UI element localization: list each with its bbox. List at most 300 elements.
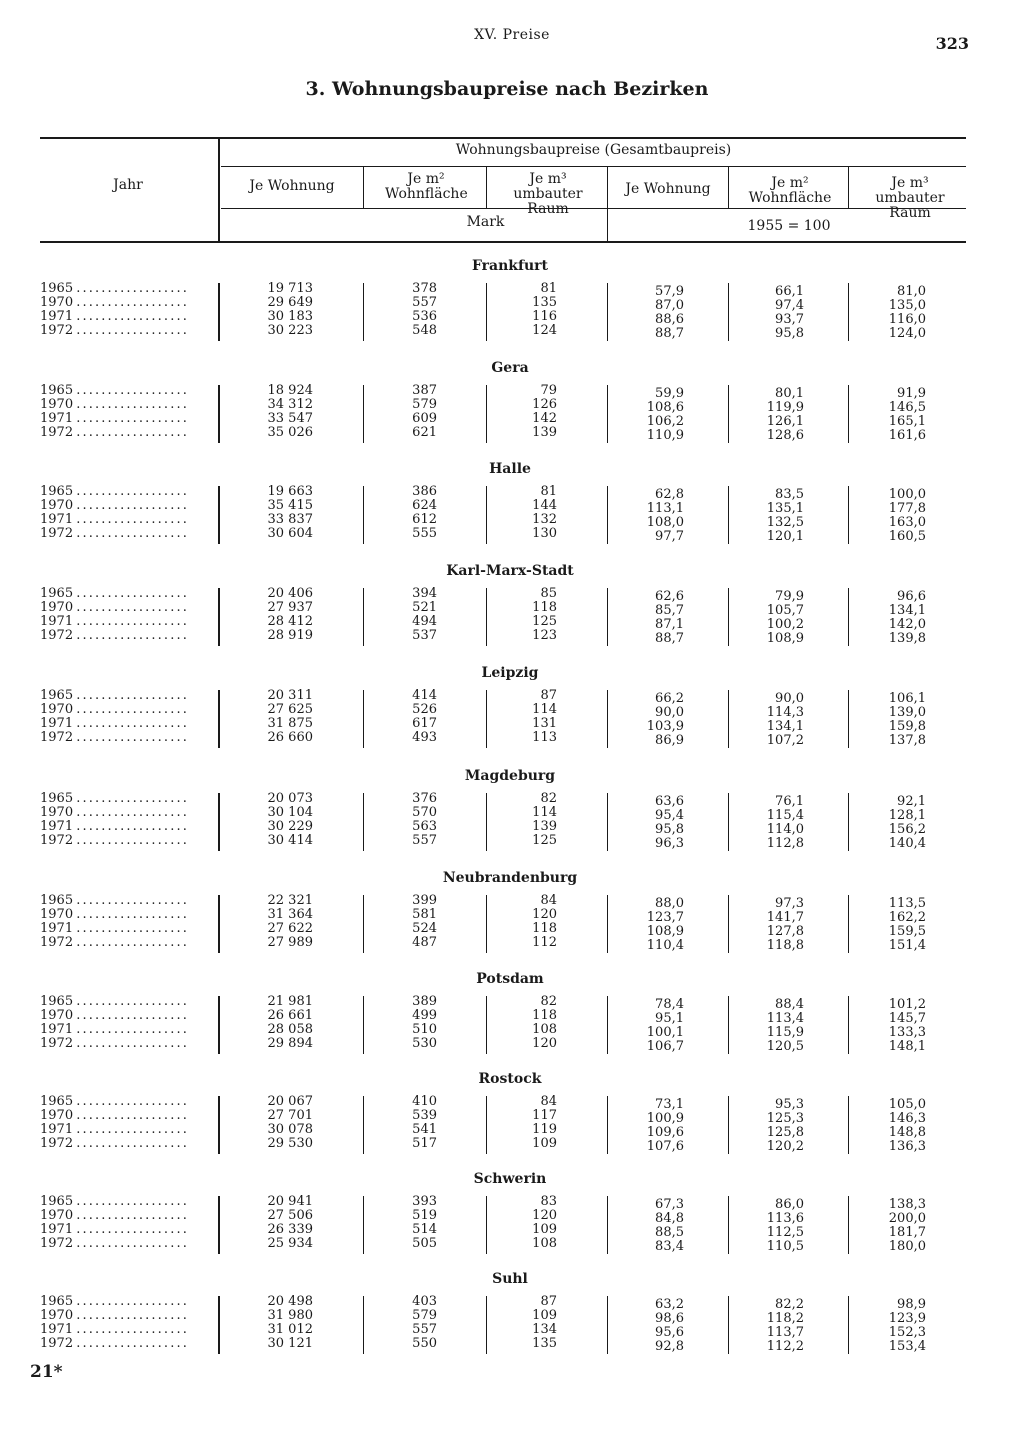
cell-value: 27 989 [267,935,313,950]
cell-value: 67,3 [655,1197,684,1212]
cell-value: 557 [412,833,437,848]
cell-value: 160,5 [888,529,926,544]
header-group-rule [221,166,966,167]
header-bottom-rule [40,241,966,243]
year-value: 1965 [40,485,74,499]
cell-value: 95,4 [655,808,684,823]
year-value: 1965 [40,1195,74,1209]
leader-dots: . . . . . . . . . . . . . . . . . . [73,1023,186,1037]
cell-value: 19 713 [267,281,313,296]
cell-value: 73,1 [655,1097,684,1112]
cell-value: 108,0 [646,515,684,530]
leader-dots: . . . . . . . . . . . . . . . . . . [73,296,186,310]
section-title: Halle [489,461,531,477]
cell-value: 123,7 [646,910,684,925]
cell-value: 112,8 [766,836,804,851]
year-label [40,1037,220,1051]
year-label [40,629,220,643]
leader-dots: . . . . . . . . . . . . . . . . . . [73,1295,186,1309]
cell-value: 387 [412,383,437,398]
year-value: 1972 [40,936,74,950]
cell-value: 555 [412,526,437,541]
cell-value: 109 [532,1222,557,1237]
section-title: Neubrandenburg [442,870,578,886]
cell-value: 21 981 [267,994,313,1009]
cell-value: 200,0 [888,1211,926,1226]
year-value: 1970 [40,601,74,615]
header-vrule-2 [363,166,364,209]
year-value: 1971 [40,1123,74,1137]
cell-value: 88,0 [655,896,684,911]
cell-value: 20 311 [267,688,313,703]
year-value: 1971 [40,513,74,527]
cell-value: 113,7 [766,1325,804,1340]
year-label [40,1223,220,1237]
cell-value: 29 530 [267,1136,313,1151]
cell-value: 27 937 [267,600,313,615]
cell-value: 30 121 [267,1336,313,1351]
year-label [40,1137,220,1151]
cell-value: 131 [532,716,557,731]
year-label [40,1123,220,1137]
year-label [40,731,220,745]
year-label [40,936,220,950]
year-label [40,792,220,806]
header-col-3: Je m³ umbauter Raum [513,171,583,217]
cell-value: 609 [412,411,437,426]
cell-value: 120 [532,907,557,922]
cell-value: 376 [412,791,437,806]
cell-value: 113,6 [766,1211,804,1226]
year-value: 1971 [40,1323,74,1337]
cell-value: 57,9 [655,284,684,299]
header-vrule-3 [486,166,487,209]
cell-value: 88,6 [655,312,684,327]
year-value: 1972 [40,1337,74,1351]
cell-value: 118 [532,921,557,936]
cell-value: 393 [412,1194,437,1209]
cell-value: 135,0 [888,298,926,313]
cell-value: 87 [540,688,557,703]
cell-value: 557 [412,295,437,310]
cell-value: 88,7 [655,631,684,646]
cell-value: 526 [412,702,437,717]
cell-value: 386 [412,484,437,499]
year-value: 1970 [40,398,74,412]
leader-dots: . . . . . . . . . . . . . . . . . . [73,894,186,908]
cell-value: 537 [412,628,437,643]
leader-dots: . . . . . . . . . . . . . . . . . . [73,1123,186,1137]
cell-value: 87 [540,1294,557,1309]
cell-value: 524 [412,921,437,936]
cell-value: 159,8 [888,719,926,734]
year-value: 1972 [40,426,74,440]
cell-value: 20 406 [267,586,313,601]
cell-value: 153,4 [888,1339,926,1354]
cell-value: 81 [540,281,557,296]
year-label [40,426,220,440]
leader-dots: . . . . . . . . . . . . . . . . . . [73,1209,186,1223]
leader-dots: . . . . . . . . . . . . . . . . . . [73,922,186,936]
cell-value: 378 [412,281,437,296]
cell-value: 82 [540,994,557,1009]
year-value: 1970 [40,1009,74,1023]
cell-value: 144 [532,498,557,513]
leader-dots: . . . . . . . . . . . . . . . . . . [73,384,186,398]
year-label [40,834,220,848]
year-value: 1971 [40,412,74,426]
cell-value: 137,8 [888,733,926,748]
cell-value: 98,6 [655,1311,684,1326]
year-value: 1965 [40,384,74,398]
cell-value: 126,1 [766,414,804,429]
cell-value: 100,1 [646,1025,684,1040]
cell-value: 106,7 [646,1039,684,1054]
year-label [40,513,220,527]
cell-value: 146,5 [888,400,926,415]
year-label [40,1295,220,1309]
year-label [40,587,220,601]
cell-value: 27 625 [267,702,313,717]
cell-value: 127,8 [766,924,804,939]
cell-value: 30 223 [267,323,313,338]
leader-dots: . . . . . . . . . . . . . . . . . . [73,513,186,527]
year-value: 1970 [40,806,74,820]
header-col-4: Je Wohnung [625,181,711,197]
cell-value: 539 [412,1108,437,1123]
cell-value: 142 [532,411,557,426]
cell-value: 135 [532,295,557,310]
page-number: 323 [935,34,969,53]
cell-value: 548 [412,323,437,338]
cell-value: 100,2 [766,617,804,632]
year-value: 1971 [40,820,74,834]
year-value: 1972 [40,1237,74,1251]
cell-value: 18 924 [267,383,313,398]
cell-value: 134 [532,1322,557,1337]
cell-value: 84,8 [655,1211,684,1226]
cell-value: 86,0 [775,1197,804,1212]
cell-value: 97,3 [775,896,804,911]
cell-value: 120 [532,1208,557,1223]
cell-value: 83 [540,1194,557,1209]
cell-value: 180,0 [888,1239,926,1254]
year-label [40,922,220,936]
leader-dots: . . . . . . . . . . . . . . . . . . [73,282,186,296]
cell-value: 79 [540,383,557,398]
header-top-rule [40,137,966,139]
cell-value: 34 312 [267,397,313,412]
cell-value: 112,5 [766,1225,804,1240]
cell-value: 125 [532,614,557,629]
cell-value: 88,5 [655,1225,684,1240]
cell-value: 90,0 [655,705,684,720]
cell-value: 30 414 [267,833,313,848]
cell-value: 103,9 [646,719,684,734]
cell-value: 132,5 [766,515,804,530]
cell-value: 123,9 [888,1311,926,1326]
year-label [40,1337,220,1351]
cell-value: 139,8 [888,631,926,646]
cell-value: 394 [412,586,437,601]
cell-value: 141,7 [766,910,804,925]
year-label [40,615,220,629]
cell-value: 100,0 [888,487,926,502]
cell-value: 114 [532,702,557,717]
cell-value: 96,3 [655,836,684,851]
cell-value: 163,0 [888,515,926,530]
year-value: 1971 [40,717,74,731]
year-label [40,806,220,820]
cell-value: 125,3 [766,1111,804,1126]
leader-dots: . . . . . . . . . . . . . . . . . . [73,1137,186,1151]
cell-value: 124 [532,323,557,338]
year-value: 1965 [40,894,74,908]
cell-value: 541 [412,1122,437,1137]
cell-value: 66,2 [655,691,684,706]
cell-value: 83,4 [655,1239,684,1254]
cell-value: 82,2 [775,1297,804,1312]
year-value: 1972 [40,629,74,643]
leader-dots: . . . . . . . . . . . . . . . . . . [73,1195,186,1209]
cell-value: 114,3 [766,705,804,720]
cell-value: 85 [540,586,557,601]
cell-value: 134,1 [766,719,804,734]
cell-value: 33 547 [267,411,313,426]
cell-value: 110,5 [766,1239,804,1254]
cell-value: 86,9 [655,733,684,748]
cell-value: 142,0 [888,617,926,632]
cell-value: 85,7 [655,603,684,618]
cell-value: 115,9 [766,1025,804,1040]
year-value: 1970 [40,908,74,922]
cell-value: 399 [412,893,437,908]
year-label [40,894,220,908]
cell-value: 140,4 [888,836,926,851]
cell-value: 20 941 [267,1194,313,1209]
section-title: Leipzig [481,665,539,681]
cell-value: 26 661 [267,1008,313,1023]
cell-value: 403 [412,1294,437,1309]
leader-dots: . . . . . . . . . . . . . . . . . . [73,1337,186,1351]
cell-value: 108 [532,1236,557,1251]
cell-value: 517 [412,1136,437,1151]
cell-value: 27 622 [267,921,313,936]
table-title: 3. Wohnungsbaupreise nach Bezirken [305,78,709,100]
cell-value: 410 [412,1094,437,1109]
cell-value: 30 229 [267,819,313,834]
year-value: 1965 [40,1295,74,1309]
year-label [40,820,220,834]
leader-dots: . . . . . . . . . . . . . . . . . . [73,615,186,629]
year-label [40,1109,220,1123]
cell-value: 81 [540,484,557,499]
cell-value: 95,1 [655,1011,684,1026]
leader-dots: . . . . . . . . . . . . . . . . . . [73,601,186,615]
cell-value: 26 339 [267,1222,313,1237]
cell-value: 494 [412,614,437,629]
leader-dots: . . . . . . . . . . . . . . . . . . [73,527,186,541]
cell-value: 96,6 [897,589,926,604]
cell-value: 31 875 [267,716,313,731]
year-value: 1965 [40,1095,74,1109]
cell-value: 109,6 [646,1125,684,1140]
leader-dots: . . . . . . . . . . . . . . . . . . [73,1223,186,1237]
cell-value: 510 [412,1022,437,1037]
section-title: Potsdam [476,971,544,987]
cell-value: 120,5 [766,1039,804,1054]
year-label [40,296,220,310]
leader-dots: . . . . . . . . . . . . . . . . . . [73,324,186,338]
leader-dots: . . . . . . . . . . . . . . . . . . [73,1109,186,1123]
cell-value: 612 [412,512,437,527]
cell-value: 125,8 [766,1125,804,1140]
cell-value: 30 183 [267,309,313,324]
leader-dots: . . . . . . . . . . . . . . . . . . [73,806,186,820]
cell-value: 505 [412,1236,437,1251]
cell-value: 116 [532,309,557,324]
cell-value: 88,7 [655,326,684,341]
cell-value: 550 [412,1336,437,1351]
year-label [40,1237,220,1251]
cell-value: 146,3 [888,1111,926,1126]
cell-value: 151,4 [888,938,926,953]
cell-value: 570 [412,805,437,820]
leader-dots: . . . . . . . . . . . . . . . . . . [73,412,186,426]
cell-value: 135 [532,1336,557,1351]
cell-value: 33 837 [267,512,313,527]
cell-value: 124,0 [888,326,926,341]
section-title: Schwerin [473,1171,547,1187]
cell-value: 112 [532,935,557,950]
cell-value: 25 934 [267,1236,313,1251]
year-value: 1970 [40,703,74,717]
year-value: 1971 [40,922,74,936]
year-label [40,412,220,426]
cell-value: 101,2 [888,997,926,1012]
header-group: Wohnungsbaupreise (Gesamtbaupreis) [455,142,732,158]
cell-value: 148,8 [888,1125,926,1140]
leader-dots: . . . . . . . . . . . . . . . . . . [73,936,186,950]
year-label [40,1209,220,1223]
cell-value: 112,2 [766,1339,804,1354]
cell-value: 108,6 [646,400,684,415]
footer-note: 21* [30,1362,63,1382]
cell-value: 80,1 [775,386,804,401]
cell-value: 139,0 [888,705,926,720]
year-value: 1971 [40,1223,74,1237]
year-value: 1972 [40,324,74,338]
leader-dots: . . . . . . . . . . . . . . . . . . [73,731,186,745]
cell-value: 31 980 [267,1308,313,1323]
cell-value: 162,2 [888,910,926,925]
cell-value: 132 [532,512,557,527]
section-title: Frankfurt [471,258,549,274]
year-label [40,1023,220,1037]
cell-value: 31 364 [267,907,313,922]
cell-value: 177,8 [888,501,926,516]
running-head: XV. Preise [474,27,550,43]
cell-value: 19 663 [267,484,313,499]
header-vrule-jahr [218,137,220,241]
cell-value: 128,6 [766,428,804,443]
cell-value: 126 [532,397,557,412]
cell-value: 165,1 [888,414,926,429]
cell-value: 95,8 [655,822,684,837]
cell-value: 120 [532,1036,557,1051]
cell-value: 20 067 [267,1094,313,1109]
cell-value: 81,0 [897,284,926,299]
leader-dots: . . . . . . . . . . . . . . . . . . [73,485,186,499]
cell-value: 97,7 [655,529,684,544]
cell-value: 536 [412,309,437,324]
year-label [40,601,220,615]
cell-value: 624 [412,498,437,513]
cell-value: 530 [412,1036,437,1051]
cell-value: 159,5 [888,924,926,939]
cell-value: 181,7 [888,1225,926,1240]
cell-value: 125 [532,833,557,848]
year-label [40,384,220,398]
year-value: 1970 [40,499,74,513]
cell-value: 76,1 [775,794,804,809]
year-label [40,527,220,541]
leader-dots: . . . . . . . . . . . . . . . . . . [73,703,186,717]
leader-dots: . . . . . . . . . . . . . . . . . . [73,820,186,834]
cell-value: 28 412 [267,614,313,629]
cell-value: 128,1 [888,808,926,823]
cell-value: 118 [532,1008,557,1023]
cell-value: 20 498 [267,1294,313,1309]
header-col-6: Je m³ umbauter Raum [875,175,945,221]
cell-value: 63,2 [655,1297,684,1312]
year-label [40,1095,220,1109]
cell-value: 135,1 [766,501,804,516]
cell-value: 95,6 [655,1325,684,1340]
cell-value: 35 026 [267,425,313,440]
cell-value: 78,4 [655,997,684,1012]
cell-value: 59,9 [655,386,684,401]
cell-value: 87,1 [655,617,684,632]
cell-value: 152,3 [888,1325,926,1340]
cell-value: 110,9 [646,428,684,443]
cell-value: 114,0 [766,822,804,837]
cell-value: 139 [532,819,557,834]
leader-dots: . . . . . . . . . . . . . . . . . . [73,499,186,513]
cell-value: 110,4 [646,938,684,953]
cell-value: 109 [532,1308,557,1323]
leader-dots: . . . . . . . . . . . . . . . . . . [73,1323,186,1337]
cell-value: 20 073 [267,791,313,806]
year-value: 1970 [40,296,74,310]
cell-value: 145,7 [888,1011,926,1026]
leader-dots: . . . . . . . . . . . . . . . . . . [73,717,186,731]
cell-value: 29 649 [267,295,313,310]
cell-value: 106,2 [646,414,684,429]
cell-value: 105,0 [888,1097,926,1112]
cell-value: 66,1 [775,284,804,299]
cell-value: 79,9 [775,589,804,604]
year-value: 1972 [40,527,74,541]
year-label [40,995,220,1009]
cell-value: 95,8 [775,326,804,341]
cell-value: 27 701 [267,1108,313,1123]
leader-dots: . . . . . . . . . . . . . . . . . . [73,995,186,1009]
section-title: Suhl [492,1271,528,1287]
cell-value: 30 604 [267,526,313,541]
year-value: 1971 [40,615,74,629]
cell-value: 35 415 [267,498,313,513]
